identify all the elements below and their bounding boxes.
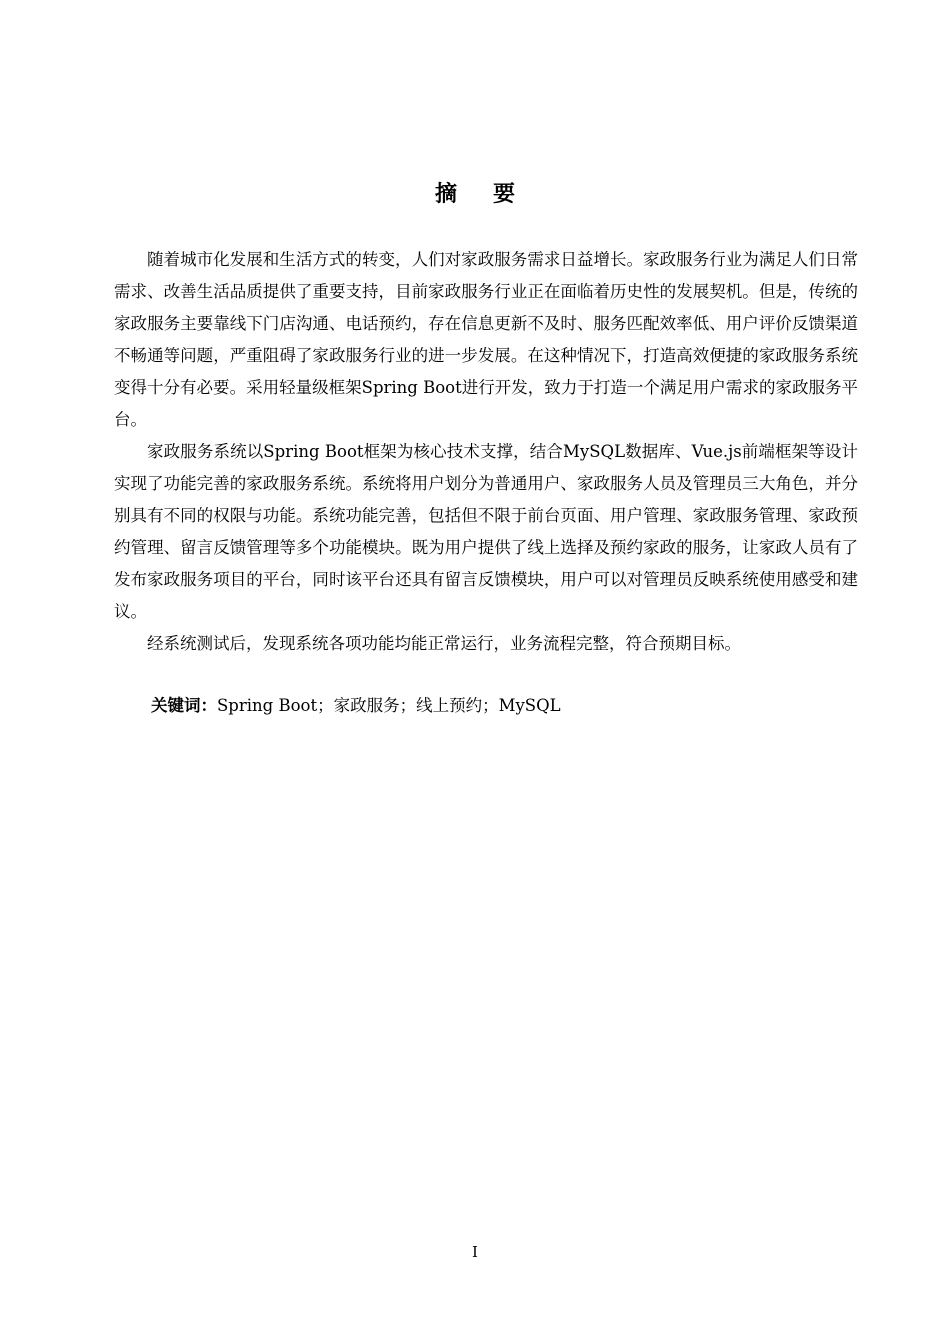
abstract-paragraph-3: 经系统测试后，发现系统各项功能均能正常运行，业务流程完整，符合预期目标。 [147,634,741,653]
abstract-title: 摘要 [434,181,551,207]
abstract-paragraph-1: 随着城市化发展和生活方式的转变，人们对家政服务需求日益增长。家政服务行业为满足人们日常需求、改善生活品质提供了重要支持，目前家政服务行业正在面临着历史性的发展契机。但是，传统的家政服务主要靠线下门店沟通、电话预约，存在信息更新不及时、服务匹配效率低、用户评价反馈渠道不畅通等问题，严重阻碍了家政服务行业的进一步发展。在这种情况下，打造高效便捷的家政服务系统变得十分有必要。采用轻量级框架Spring Boot进行开发，致力于打造一个满足用户需求的家政服务平台。 [114,250,858,429]
page-number: I [472,1243,478,1261]
keywords-label: 关键词： [151,696,217,715]
abstract-paragraph-2: 家政服务系统以Spring Boot框架为核心技术支撑，结合MySQL数据库、Vue.js前端框架等设计实现了功能完善的家政服务系统。系统将用户划分为普通用户、家政服务人员及管理员三大角色，并分别具有不同的权限与功能。系统功能完善，包括但不限于前台页面、用户管理、家政服务管理、家政预约管理、留言反馈管理等多个功能模块。既为用户提供了线上选择及预约家政的服务，让家政人员有了发布家政服务项目的平台，同时该平台还具有留言反馈模块，用户可以对管理员反映系统使用感受和建议。 [114,442,858,621]
keywords-value: Spring Boot；家政服务；线上预约；MySQL [217,696,561,715]
keywords-line [151,690,561,722]
abstract-body [114,244,858,660]
